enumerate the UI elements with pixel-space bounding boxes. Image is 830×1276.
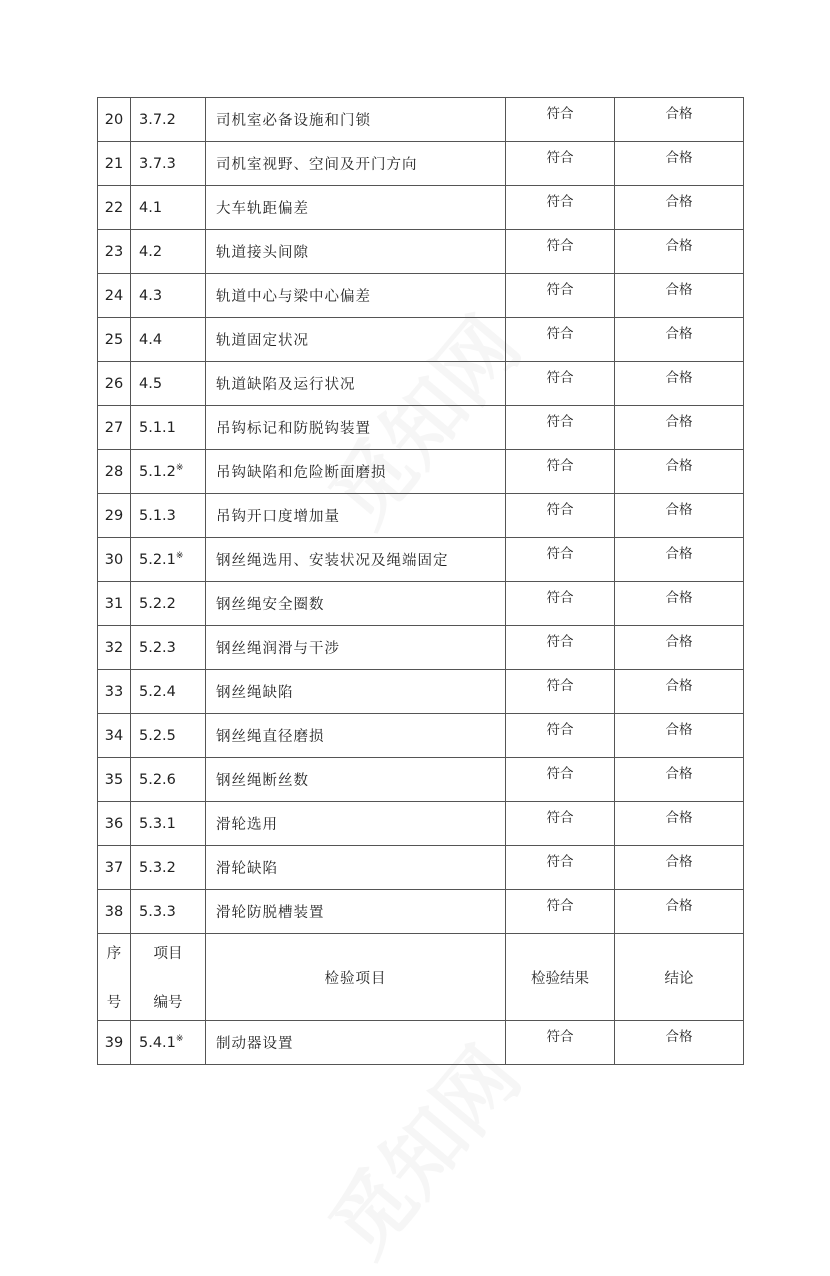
row-no: 28 (98, 450, 131, 494)
row-result: 符合 (506, 890, 615, 934)
row-code: 5.2.1※ (131, 538, 206, 582)
table-row (98, 362, 744, 406)
row-code: 5.3.3 (131, 890, 206, 934)
row-no: 32 (98, 626, 131, 670)
row-no: 38 (98, 890, 131, 934)
row-conclusion: 合格 (615, 98, 744, 142)
row-code: 4.3 (131, 274, 206, 318)
row-code: 4.1 (131, 186, 206, 230)
row-code: 4.4 (131, 318, 206, 362)
table-row (98, 186, 744, 230)
row-item: 滑轮防脱槽装置 (206, 890, 506, 934)
table-row (98, 626, 744, 670)
row-result: 符合 (506, 318, 615, 362)
row-item: 钢丝绳断丝数 (206, 758, 506, 802)
row-item: 司机室必备设施和门锁 (206, 98, 506, 142)
row-code: 5.2.6 (131, 758, 206, 802)
row-item: 吊钩标记和防脱钩装置 (206, 406, 506, 450)
row-item: 钢丝绳缺陷 (206, 670, 506, 714)
table-row (98, 582, 744, 626)
row-item: 司机室视野、空间及开门方向 (206, 142, 506, 186)
row-no: 25 (98, 318, 131, 362)
row-result: 符合 (506, 626, 615, 670)
row-no: 36 (98, 802, 131, 846)
row-result: 符合 (506, 186, 615, 230)
row-code: 4.2 (131, 230, 206, 274)
row-item: 滑轮缺陷 (206, 846, 506, 890)
header-item: 检验项目 (206, 934, 506, 1021)
header-no: 序 号 (98, 934, 131, 1021)
row-no: 29 (98, 494, 131, 538)
row-item: 钢丝绳选用、安装状况及绳端固定 (206, 538, 506, 582)
key-item-mark: ※ (175, 463, 184, 474)
row-conclusion: 合格 (615, 538, 744, 582)
row-conclusion: 合格 (615, 582, 744, 626)
row-code: 5.3.1 (131, 802, 206, 846)
row-conclusion: 合格 (615, 494, 744, 538)
row-no: 34 (98, 714, 131, 758)
row-no: 35 (98, 758, 131, 802)
row-result: 符合 (506, 538, 615, 582)
row-item: 轨道接头间隙 (206, 230, 506, 274)
row-result: 符合 (506, 230, 615, 274)
row-conclusion: 合格 (615, 274, 744, 318)
row-conclusion: 合格 (615, 802, 744, 846)
row-item: 轨道缺陷及运行状况 (206, 362, 506, 406)
row-item: 制动器设置 (206, 1021, 506, 1065)
row-conclusion: 合格 (615, 670, 744, 714)
row-conclusion: 合格 (615, 450, 744, 494)
row-code: 5.3.2 (131, 846, 206, 890)
row-conclusion: 合格 (615, 890, 744, 934)
key-item-mark: ※ (175, 1034, 184, 1045)
row-item: 钢丝绳安全圈数 (206, 582, 506, 626)
row-item: 滑轮选用 (206, 802, 506, 846)
row-code: 3.7.2 (131, 98, 206, 142)
row-code: 5.2.5 (131, 714, 206, 758)
table-row (98, 714, 744, 758)
table-row (98, 142, 744, 186)
table-row (98, 494, 744, 538)
row-code: 3.7.3 (131, 142, 206, 186)
row-result: 符合 (506, 846, 615, 890)
row-item: 吊钩缺陷和危险断面磨损 (206, 450, 506, 494)
row-no: 27 (98, 406, 131, 450)
row-conclusion: 合格 (615, 362, 744, 406)
table-row (98, 670, 744, 714)
table-row (98, 1021, 744, 1065)
row-code: 4.5 (131, 362, 206, 406)
header-result: 检验结果 (506, 934, 615, 1021)
row-no: 26 (98, 362, 131, 406)
table-row (98, 406, 744, 450)
row-item: 钢丝绳直径磨损 (206, 714, 506, 758)
row-code: 5.2.2 (131, 582, 206, 626)
row-conclusion: 合格 (615, 846, 744, 890)
header-conclusion: 结论 (615, 934, 744, 1021)
table-row (98, 758, 744, 802)
row-no: 30 (98, 538, 131, 582)
header-code: 项目 编号 (131, 934, 206, 1021)
row-no: 20 (98, 98, 131, 142)
row-result: 符合 (506, 274, 615, 318)
table-row (98, 98, 744, 142)
row-result: 符合 (506, 670, 615, 714)
row-no: 22 (98, 186, 131, 230)
row-conclusion: 合格 (615, 626, 744, 670)
row-code: 5.1.3 (131, 494, 206, 538)
table-row (98, 802, 744, 846)
row-code: 5.2.4 (131, 670, 206, 714)
row-result: 符合 (506, 582, 615, 626)
key-item-mark: ※ (175, 551, 184, 562)
row-item: 吊钩开口度增加量 (206, 494, 506, 538)
row-result: 符合 (506, 406, 615, 450)
row-conclusion: 合格 (615, 142, 744, 186)
row-conclusion: 合格 (615, 186, 744, 230)
row-code: 5.4.1※ (131, 1021, 206, 1065)
row-result: 符合 (506, 1021, 615, 1065)
table-row (98, 538, 744, 582)
row-code: 5.2.3 (131, 626, 206, 670)
table-row (98, 450, 744, 494)
row-result: 符合 (506, 450, 615, 494)
row-conclusion: 合格 (615, 714, 744, 758)
row-item: 大车轨距偏差 (206, 186, 506, 230)
row-conclusion: 合格 (615, 758, 744, 802)
inspection-table (97, 97, 744, 1065)
table-row (98, 846, 744, 890)
row-no: 33 (98, 670, 131, 714)
row-result: 符合 (506, 758, 615, 802)
table-row (98, 890, 744, 934)
row-result: 符合 (506, 98, 615, 142)
row-conclusion: 合格 (615, 406, 744, 450)
row-no: 23 (98, 230, 131, 274)
row-conclusion: 合格 (615, 1021, 744, 1065)
table-header-row (98, 934, 744, 1021)
row-no: 31 (98, 582, 131, 626)
row-no: 39 (98, 1021, 131, 1065)
row-no: 21 (98, 142, 131, 186)
row-result: 符合 (506, 142, 615, 186)
row-item: 轨道固定状况 (206, 318, 506, 362)
row-item: 钢丝绳润滑与干涉 (206, 626, 506, 670)
row-code: 5.1.1 (131, 406, 206, 450)
row-result: 符合 (506, 494, 615, 538)
row-result: 符合 (506, 362, 615, 406)
table-row (98, 318, 744, 362)
row-conclusion: 合格 (615, 230, 744, 274)
table-row (98, 274, 744, 318)
table-row (98, 230, 744, 274)
row-code: 5.1.2※ (131, 450, 206, 494)
row-item: 轨道中心与梁中心偏差 (206, 274, 506, 318)
row-conclusion: 合格 (615, 318, 744, 362)
row-no: 24 (98, 274, 131, 318)
row-result: 符合 (506, 802, 615, 846)
row-no: 37 (98, 846, 131, 890)
row-result: 符合 (506, 714, 615, 758)
